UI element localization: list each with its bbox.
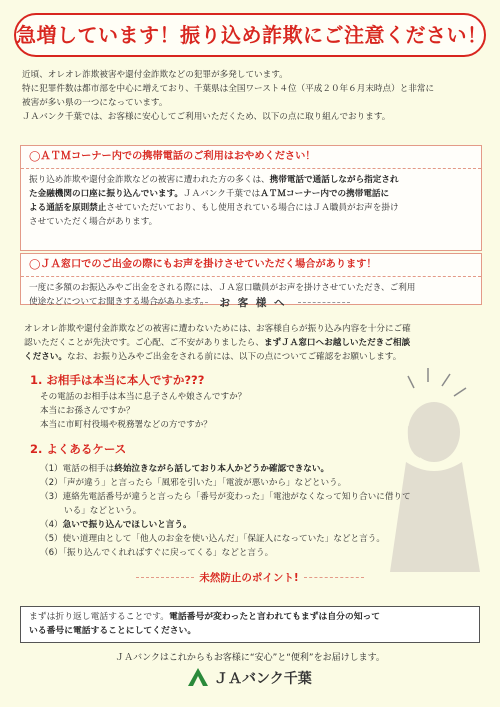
atm-line: させていただく場合があります。	[29, 217, 158, 227]
intro-line: 被害が多い県の一つになっています。	[22, 98, 168, 108]
footer-note: ＪＡバンクはこれからもお客様に“安心”と“便利”をお届けします。	[115, 653, 385, 663]
atm-notice-heading: ◯ＡＴＭコーナー内での携帯電話のご利用はおやめください！	[21, 146, 481, 169]
section2-title: 2. よくあるケース	[30, 442, 127, 456]
ja-bank-logo	[186, 666, 326, 690]
list-item: （4）急いで振り込んでほしいと言う。	[40, 520, 192, 530]
window-notice-heading: ◯ＪＡ窓口でのご出金の際にもお声を掛けさせていただく場合があります！	[21, 254, 481, 277]
intro-line: 近頃、オレオレ詐欺被害や還付金詐欺などの犯罪が多発しています。	[22, 70, 288, 80]
list-item: （3）連絡先電話番号が違うと言ったら「番号が変わった」「電池がなくなって知り合いに借りて	[40, 492, 411, 502]
atm-line: 振り込め詐欺や還付金詐欺などの被害に遭われた方の多くは、携帯電話で通話しながら指定され	[29, 175, 399, 185]
page-title: 急増しています！振り込め詐欺にご注意ください！	[14, 13, 486, 57]
window-line: 一度に多額のお振込みやご出金をされる際には、ＪＡ窓口職員がお声を掛けさせていただき、ご利用	[29, 283, 416, 293]
list-item: （6）「振り込んでくれればすぐに戻ってくる」などと言う。	[40, 548, 274, 558]
prevention-box: まずは折り返し電話することです。電話番号が変わったと言われてもまずは自分の知って いる番号に電話することにしてください。	[20, 606, 480, 643]
intro-line: ＪＡバンク千葉では、お客様に安心してご利用いただくため、以下の点に取り組んでおります。	[22, 112, 391, 122]
list-item: 本当にお孫さんですか？	[40, 406, 135, 416]
section2-list	[40, 462, 411, 560]
list-item: （1）電話の相手は終始泣きながら話しており本人かどうか確認できない。	[40, 464, 330, 474]
list-item: いる」などという。	[64, 506, 142, 516]
list-item: 本当に市町村役場や税務署などの方ですか？	[40, 420, 212, 430]
customer-heading: お 客 様 へ	[219, 297, 287, 309]
list-item: （2）「声が違う」と言ったら「風邪を引いた」「電波が悪いから」などという。	[40, 478, 347, 488]
intro-line: 特に犯罪件数は都市部を中心に増えており、千葉県は全国ワースト４位（平成２０年６月末時点）と非常に	[22, 84, 435, 94]
ja-logo-icon	[186, 666, 210, 688]
list-item: その電話のお相手は本当に息子さんや娘さんですか？	[40, 392, 247, 402]
section1-title: 1. お相手は本当に本人ですか???	[30, 373, 205, 387]
intro-text	[22, 68, 482, 124]
customer-text: オレオレ詐欺や還付金詐欺などの被害に遭わないためには、お客様自らが振り込み内容を十分にご確 認いただくことが先決です。ご心配、ご不安がありましたら、まずＪＡ窓口へお越しいただきご相談 ください。なお、お振り込みやご出金をされる前には、以下の点についてご確認をお願いします。	[24, 324, 411, 362]
prevention-heading: 未然防止のポイント!	[136, 570, 366, 586]
atm-line: よる通話を原則禁止させていただいており、もし使用されている場合にはＪＡ職員がお声を掛け	[29, 203, 399, 213]
atm-notice-box	[20, 145, 482, 251]
logo-text: ＪＡバンク千葉	[214, 671, 312, 687]
list-item: （5）使い道理由として「他人のお金を使い込んだ」「保証人になっていた」などと言う。	[40, 534, 385, 544]
atm-line: た金融機関の口座に振り込んでいます。ＪＡバンク千葉ではＡＴＭコーナー内での携帯電話に	[29, 189, 390, 199]
section1-list	[40, 390, 246, 432]
customer-section	[16, 286, 484, 601]
window-line: 使途などについてお聞きする場合があります。	[29, 297, 209, 307]
